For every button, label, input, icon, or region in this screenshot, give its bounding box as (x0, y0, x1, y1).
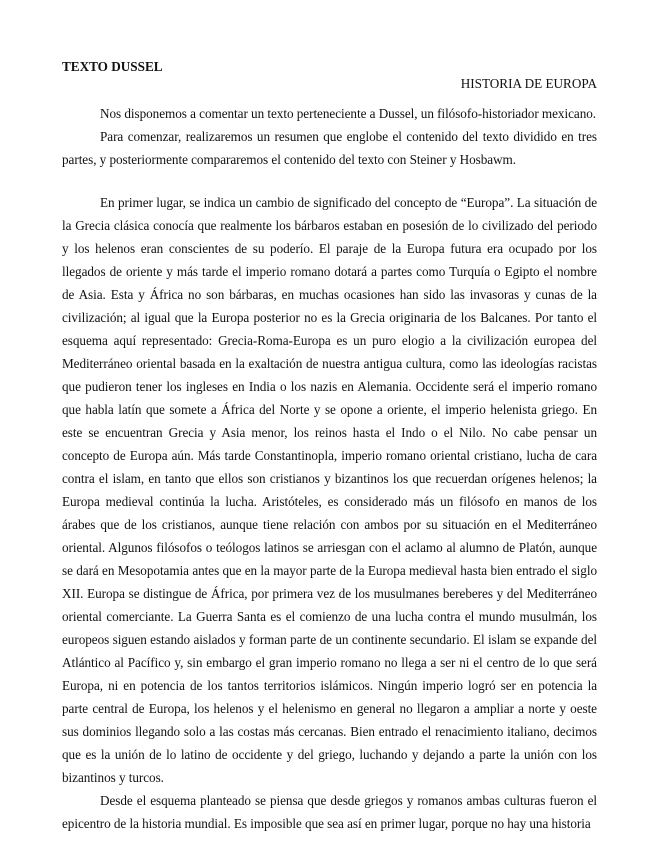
paragraph-summary: En primer lugar, se indica un cambio de significado del concepto de “Europa”. La situación de la Grecia clásica conocía que realmente los bárbaros estaban en posesión de lo civilizado del periodo y los helenos eran conscientes de su poderío. El paraje de la Europa futura era ocupado por los llegados de oriente y más tarde el imperio romano dotará a partes como Turquía o Egipto el nombre de Asia. Esta y África no son bárbaras, en muchas ocasiones han sido las invasoras y cunas de la civilización; al igual que la Europa posterior no es la Grecia originaria de los Balcanes. Por tanto el esquema aquí representado: Grecia-Roma-Europa es un puro elogio a la civilización europea del Mediterráneo oriental basada en la exaltación de nuestra antigua cultura, como las ideologías racistas que pudieron tener los ingleses en India o los nazis en Alemania. Occidente será el imperio romano que habla latín que somete a África del Norte y se opone a oriente, el imperio helenista griego. En este se encuentran Grecia y Asia menor, los reinos hasta el Indo o el Nilo. No cabe pensar un concepto de Europa aún. Más tarde Constantinopla, imperio romano oriental cristiano, lucha de cara contra el islam, en tanto que ellos son cristianos y bizantinos los que recuerdan orígenes helenos; la Europa medieval continúa la lucha. Aristóteles, es considerado más un filósofo en manos de los árabes que de los cristianos, aunque tiene relación con ambos por su situación en el Mediterráneo oriental. Algunos filósofos o teólogos latinos se arriesgan con el aclamo al alumno de Platón, aunque se dará en Mesopotamia antes que en la mayor parte de la Europa medieval hasta bien entrado el siglo XII. Europa se distingue de África, por primera vez de los musulmanes bereberes y del Mediterráneo oriental comerciante. La Guerra Santa es el comienzo de una lucha contra el mundo musulmán, los europeos siguen estando aislados y forman parte de un continente secundario. El islam se expande del Atlántico al Pacífico y, sin embargo el gran imperio romano no llega a ser ni el centro de lo que será Europa, ni en potencia de los tantos territorios islámicos. Ningún imperio logró ser en potencia la parte central de Europa, los helenos y el helenismo en general no llegaron a ampliar a norte y oeste sus dominios llegando solo a las costas más cercanas. Bien entrado el renacimiento italiano, decimos que es la unión de lo latino de occidente y del griego, luchando y dejando a parte la unión con los bizantinos y turcos. (62, 195, 597, 785)
paragraph-intro: Nos disponemos a comentar un texto perteneciente a Dussel, un filósofo-historiador mexicano. (100, 106, 597, 121)
document-title: TEXTO DUSSEL (62, 59, 163, 74)
document-subtitle: HISTORIA DE EUROPA (460, 76, 597, 91)
paragraph-plan: Para comenzar, realizaremos un resumen que englobe el contenido del texto dividido en tres partes, y posteriormente compararemos el contenido del texto con Steiner y Hosbawm. (62, 129, 597, 167)
paragraph-analysis: Desde el esquema planteado se piensa que desde griegos y romanos ambas culturas fueron el epicentro de la historia mundial. Es imposible que sea así en primer lugar, porque no hay una historia (62, 793, 597, 831)
